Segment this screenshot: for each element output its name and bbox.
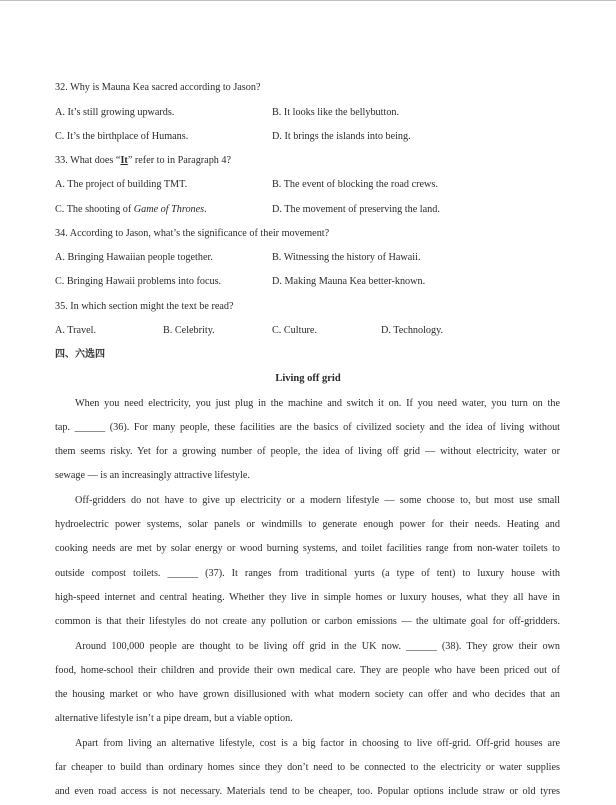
passage-line: food, home-school their children and provide their own medical care. They are people who have been priced out of [55, 665, 560, 676]
question-35-stem: 35. In which section might the text be read? [55, 301, 234, 312]
passage-line: the housing market or who have grown disillusioned with what modern society can offer and who decides that an [55, 689, 560, 700]
question-33-option-c [55, 203, 207, 217]
passage-line: Apart from living an alternative lifestyle, cost is a big factor in choosing to live off-grid. Off-grid houses are [75, 738, 560, 749]
question-34-option-c: C. Bringing Hawaii problems into focus. [55, 276, 222, 287]
passage-line: far cheaper to build than ordinary homes since they don’t need to be connected to the electricity or water supplies [55, 762, 560, 773]
passage-line: tap. ______ (36). For many people, these facilities are the basics of civilized society and the idea of living without [55, 422, 560, 433]
question-33-referent: It [120, 155, 128, 166]
question-33-stem [55, 154, 231, 168]
passage-line: them seems risky. Yet for a growing number of people, the idea of living off grid — without electricity, water or [55, 446, 560, 457]
question-35-option-d: D. Technology. [381, 325, 444, 336]
section-heading: 四、六选四 [55, 349, 105, 360]
passage-line: When you need electricity, you just plug in the machine and switch it on. If you need water, you turn on the [75, 398, 560, 409]
question-33-option-c-title: Game of Thrones [133, 204, 205, 215]
passage-line: high-speed internet and central heating. Whether they live in simple homes or luxury houses, what they all have in [55, 592, 560, 603]
passage-line: common is that their lifestyles do not create any pollution or carbon emissions — the ultimate goal for off-gridders. [55, 616, 560, 627]
question-32-option-a: A. It’s still growing upwards. [55, 107, 175, 118]
question-32-option-b: B. It looks like the bellybutton. [272, 107, 400, 118]
question-33-option-d: D. The movement of preserving the land. [272, 204, 440, 215]
question-33-option-b: B. The event of blocking the road crews. [272, 179, 438, 190]
passage-line: cooking needs are met by solar energy or wood burning systems, and toilet facilities range from non-water toilets to [55, 543, 560, 554]
passage-line: outside compost toilets. ______ (37). It ranges from traditional yurts (a type of tent) to luxury house with [55, 568, 560, 579]
question-35-option-c: C. Culture. [272, 325, 317, 336]
question-32-option-d: D. It brings the islands into being. [272, 131, 411, 142]
question-33-option-a: A. The project of building TMT. [55, 179, 188, 190]
question-32-stem: 32. Why is Mauna Kea sacred according to Jason? [55, 82, 261, 93]
passage-line: and even road access is not necessary. Materials tend to be cheaper, too. Popular options include straw or old tyres [55, 786, 560, 797]
passage-line: sewage — is an increasingly attractive lifestyle. [55, 470, 250, 481]
question-33-stem-end: ” refer to in Paragraph 4? [127, 155, 232, 166]
passage-line: hydroelectric power systems, solar panels or windmills to generate enough power for their needs. Heating and [55, 519, 560, 530]
passage-line: alternative lifestyle isn’t a pipe dream, but a viable option. [55, 713, 293, 724]
question-34-option-a: A. Bringing Hawaiian people together. [55, 252, 213, 263]
passage-title: Living off grid [275, 373, 341, 384]
passage-line: Around 100,000 people are thought to be living off grid in the UK now. ______ (38). They grow their own [75, 641, 560, 652]
question-33-stem-start: 33. What does “ [55, 155, 121, 166]
question-33-option-c-text: C. The shooting of [55, 204, 134, 215]
question-34-option-b: B. Witnessing the history of Hawaii. [272, 252, 421, 263]
question-35-option-a: A. Travel. [55, 325, 97, 336]
question-32-option-c: C. It’s the birthplace of Humans. [55, 131, 189, 142]
question-35-option-b: B. Celebrity. [163, 325, 215, 336]
passage-line: Off-gridders do not have to give up electricity or a modern lifestyle — some choose to, but most use small [75, 495, 560, 506]
question-34-option-d: D. Making Mauna Kea better-known. [272, 276, 426, 287]
question-33-option-c-end: . [204, 204, 207, 215]
question-34-stem: 34. According to Jason, what’s the significance of their movement? [55, 228, 330, 239]
